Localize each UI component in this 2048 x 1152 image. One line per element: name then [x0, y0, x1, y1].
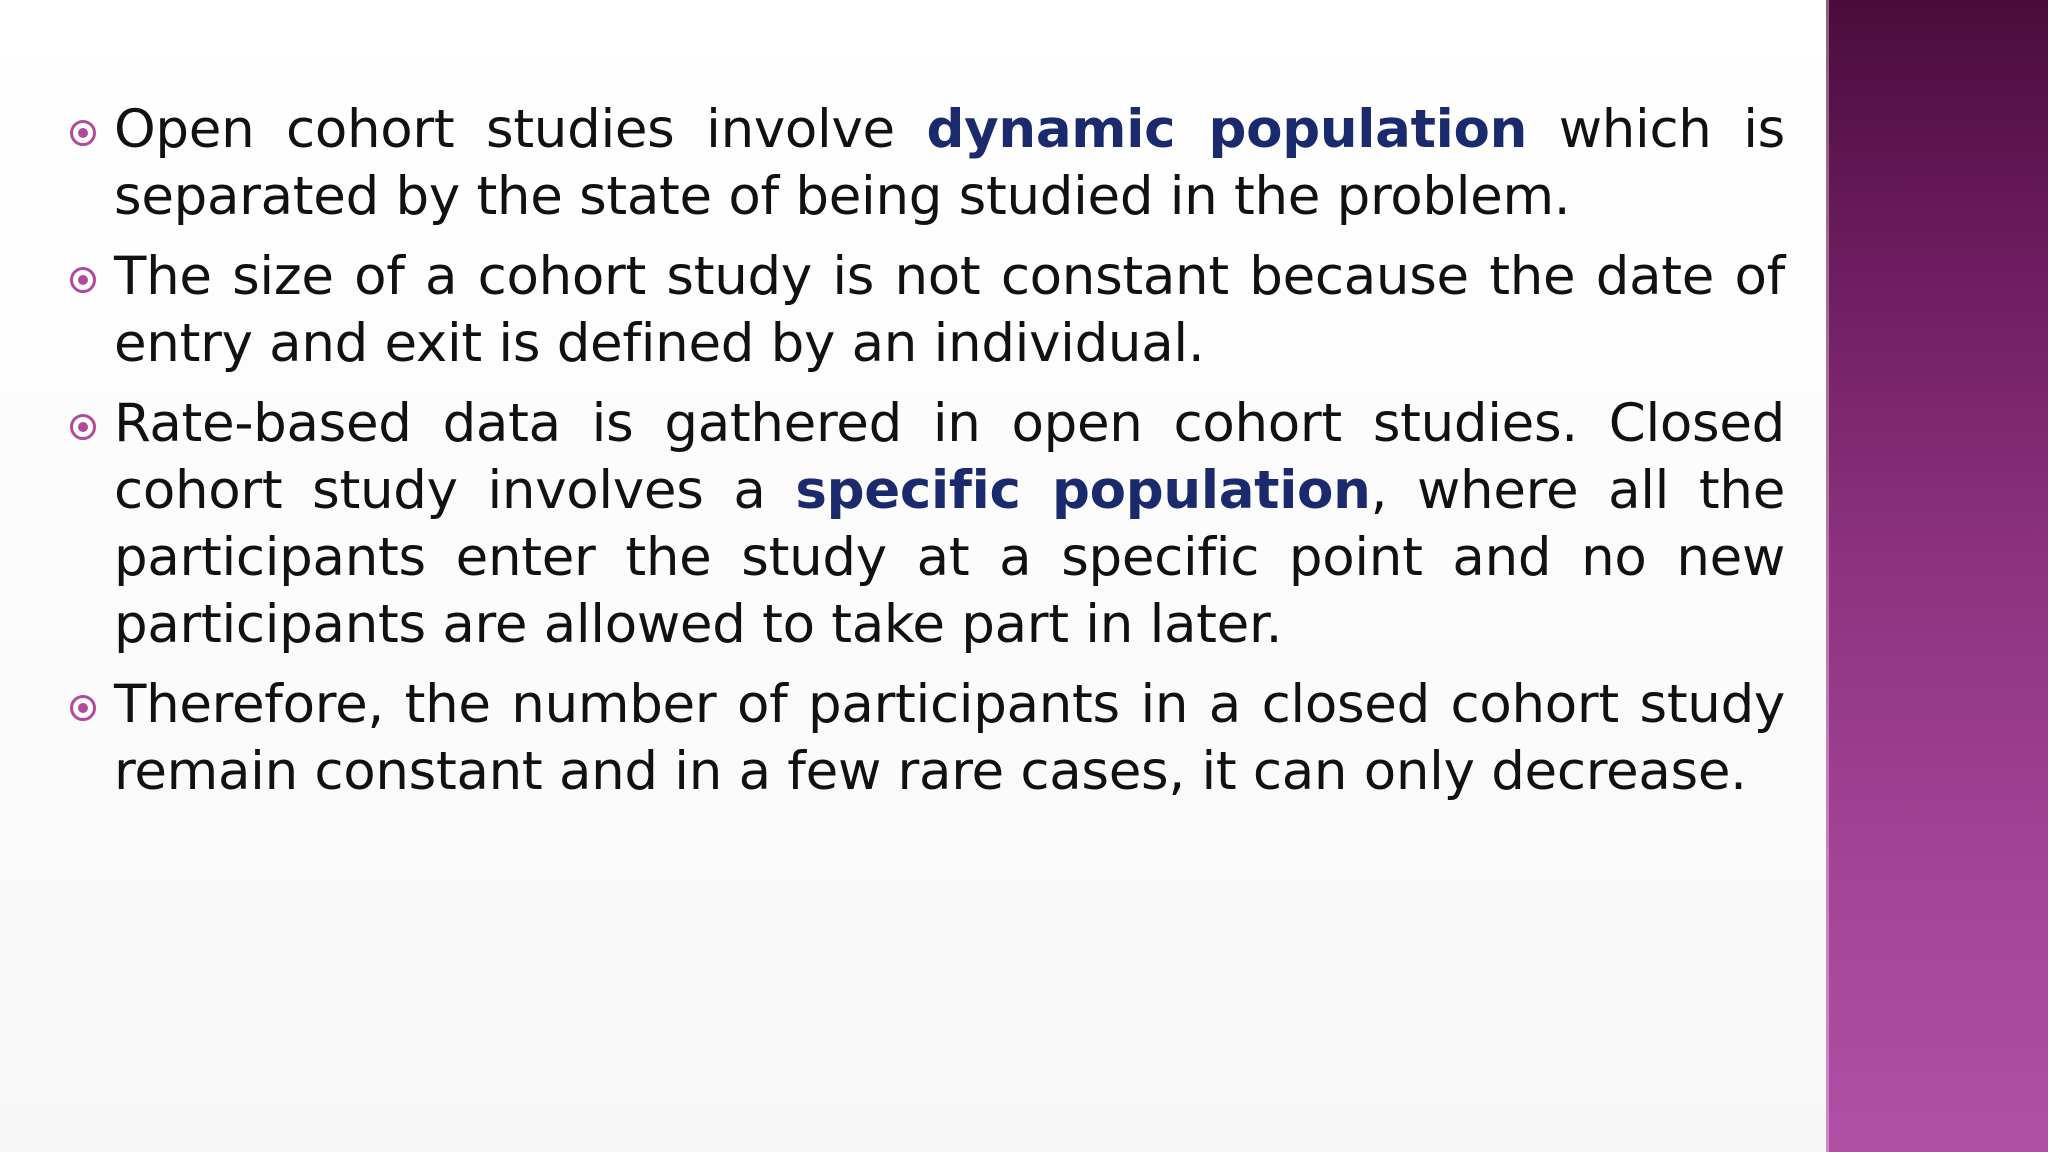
bullet-text-3 — [114, 390, 1785, 658]
bullet-item-1 — [70, 96, 1785, 230]
side-band-edge — [1826, 0, 1829, 1152]
circle-dot-bullet-icon — [70, 120, 96, 146]
decorative-side-band — [1826, 0, 2048, 1152]
circle-dot-bullet-icon — [70, 695, 96, 721]
highlight-specific-population: specific population — [795, 460, 1371, 521]
circle-dot-bullet-icon — [70, 267, 96, 293]
bullet-3-text-start: Rate-based data is gathered in open cohort studies. Closed cohort study involves a — [114, 393, 1785, 521]
highlight-dynamic-population: dynamic population — [926, 99, 1528, 160]
bullet-item-2 — [70, 243, 1785, 377]
bullet-3-text-end: , where all the participants enter the study at a specific point and no new participants are allowed to take part in later. — [114, 460, 1785, 655]
bullet-text-1 — [114, 96, 1785, 230]
bullet-item-3 — [70, 390, 1785, 658]
bullet-text-2: The size of a cohort study is not constant because the date of entry and exit is defined by an individual. — [114, 246, 1785, 374]
bullet-item-4 — [70, 671, 1785, 805]
circle-dot-bullet-icon — [70, 414, 96, 440]
bullet-1-text-end: which is separated by the state of being studied in the problem. — [114, 99, 1785, 227]
bullet-list — [70, 96, 1785, 818]
bullet-1-text-start: Open cohort studies involve — [114, 99, 927, 160]
bullet-text-4: Therefore, the number of participants in a closed cohort study remain constant and in a few rare cases, it can only decrease. — [114, 674, 1785, 802]
